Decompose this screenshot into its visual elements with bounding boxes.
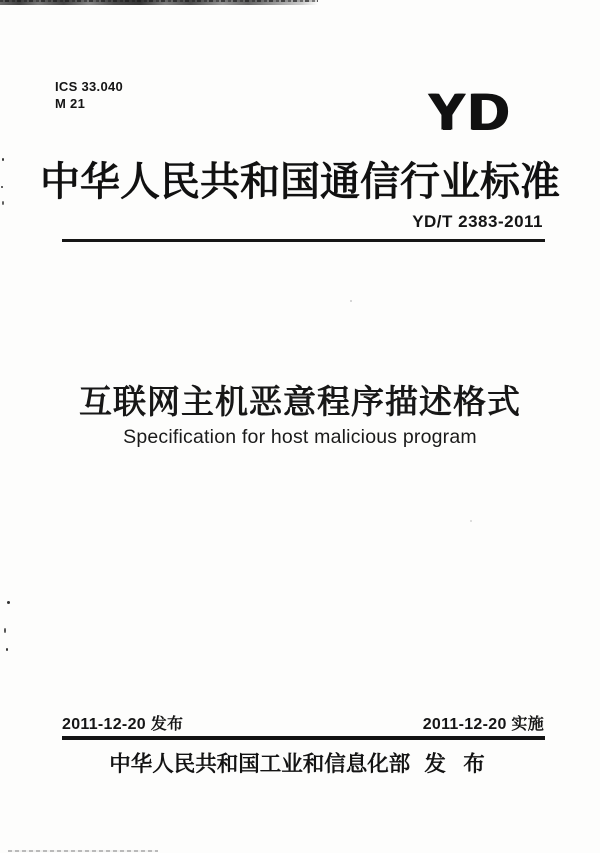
standard-number: YD/T 2383-2011 — [412, 212, 543, 231]
scan-artifact-bottom-edge — [8, 850, 158, 852]
footer-divider-line — [62, 736, 545, 740]
scan-speck — [4, 628, 6, 633]
document-title-chinese: 互联网主机恶意程序描述格式 — [79, 383, 521, 420]
publisher-name: 中华人民共和国工业和信息化部 — [109, 752, 411, 776]
yd-standard-logo: YD — [428, 82, 512, 141]
ics-code: ICS 33.040 — [55, 79, 124, 94]
scan-speck — [350, 300, 352, 302]
implementation-date: 2011-12-20 实施 — [422, 716, 544, 733]
china-classification-code: M 21 — [55, 95, 86, 111]
scan-speck — [6, 648, 8, 651]
publish-verb: 发 布 — [424, 752, 491, 776]
header-divider-line — [62, 239, 545, 242]
classification-block — [55, 79, 123, 113]
dates-row — [62, 711, 544, 734]
scan-speck — [470, 520, 472, 522]
scan-artifact-top-edge — [0, 0, 318, 5]
standard-series-title: 中华人民共和国通信行业标准 — [40, 160, 560, 204]
issue-date: 2011-12-20 发布 — [62, 716, 184, 733]
scan-speck — [7, 601, 10, 604]
publisher-row — [0, 747, 600, 778]
document-title-english: Specification for host malicious program — [123, 426, 477, 448]
